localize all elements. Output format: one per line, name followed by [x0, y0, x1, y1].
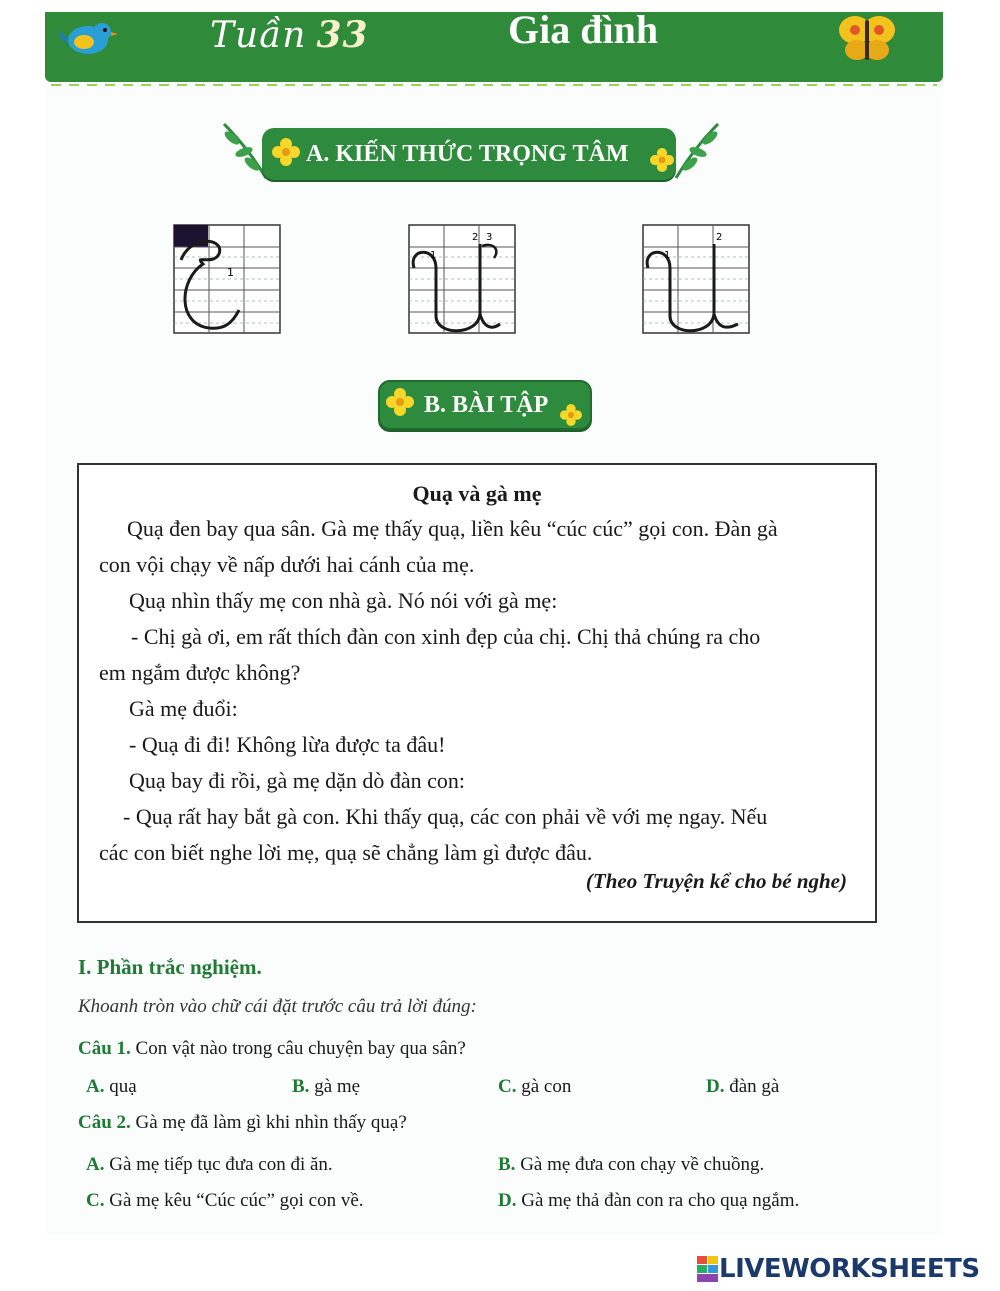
question-1	[78, 1038, 466, 1060]
reading-line: Quạ bay đi rồi, gà mẹ dặn dò đàn con:	[129, 768, 466, 793]
question-label: Câu 2.	[78, 1112, 131, 1133]
letter-grid-u	[642, 224, 750, 334]
option-text: Gà mẹ kêu “Cúc cúc” gọi con về.	[109, 1190, 364, 1211]
reading-title: Quạ và gà mẹ	[412, 481, 542, 506]
reading-line: - Quạ đi đi! Không lừa được ta đâu!	[129, 732, 446, 757]
stroke-number: 1	[430, 250, 437, 261]
answer-option[interactable]	[292, 1076, 360, 1098]
letter-grid-u-horn	[408, 224, 516, 334]
answer-option[interactable]	[86, 1154, 333, 1176]
option-text: gà mẹ	[314, 1076, 361, 1097]
answer-option[interactable]	[86, 1076, 137, 1098]
section-a-label: A. KIẾN THỨC TRỌNG TÂM	[306, 140, 629, 167]
bird-icon	[58, 14, 118, 60]
quiz-instruction: Khoanh tròn vào chữ cái đặt trước câu trả lời đúng:	[78, 996, 477, 1017]
option-letter[interactable]: C.	[86, 1190, 105, 1211]
stroke-number: 3	[486, 232, 493, 243]
reading-line: con vội chạy về nấp dưới hai cánh của mẹ.	[99, 552, 475, 577]
topic-title: Gia đình	[508, 7, 659, 52]
option-letter[interactable]: D.	[498, 1190, 517, 1211]
liveworksheets-logo[interactable]	[697, 1254, 980, 1284]
answer-option[interactable]	[706, 1076, 779, 1098]
option-letter[interactable]: A.	[86, 1154, 105, 1175]
quiz-section-title: I. Phần trắc nghiệm.	[78, 955, 262, 979]
option-letter[interactable]: D.	[706, 1076, 725, 1097]
question-text: Gà mẹ đã làm gì khi nhìn thấy quạ?	[135, 1112, 407, 1133]
reading-line: Quạ nhìn thấy mẹ con nhà gà. Nó nói với gà mẹ:	[129, 588, 558, 613]
reading-line: - Chị gà ơi, em rất thích đàn con xinh đẹp của chị. Chị thả chúng ra cho	[131, 624, 761, 649]
question-2	[78, 1112, 407, 1134]
question-label: Câu 1.	[78, 1038, 131, 1059]
flower-icon	[650, 148, 674, 172]
option-letter[interactable]: C.	[498, 1076, 517, 1097]
option-text: quạ	[109, 1076, 137, 1097]
reading-line: em ngắm được không?	[99, 660, 301, 685]
flower-icon	[386, 388, 414, 416]
stroke-number: 2	[716, 232, 723, 243]
reading-line: Gà mẹ đuổi:	[129, 696, 238, 721]
reading-line: các con biết nghe lời mẹ, quạ sẽ chẳng làm gì được đâu.	[99, 840, 593, 865]
logo-text: LIVEWORKSHEETS	[719, 1254, 980, 1284]
option-letter[interactable]: B.	[292, 1076, 310, 1097]
option-letter[interactable]: B.	[498, 1154, 516, 1175]
reading-passage-box	[77, 463, 877, 923]
section-b-label: B. BÀI TẬP	[424, 391, 549, 418]
option-text: Gà mẹ đưa con chạy về chuồng.	[520, 1154, 765, 1175]
stroke-number: 1	[227, 266, 234, 279]
answer-option[interactable]	[498, 1076, 571, 1098]
answer-option[interactable]	[498, 1154, 764, 1176]
option-letter[interactable]: A.	[86, 1076, 105, 1097]
option-text: Gà mẹ thả đàn con ra cho quạ ngắm.	[521, 1190, 800, 1211]
flower-icon	[560, 404, 582, 426]
week-number: 33	[316, 14, 369, 56]
option-text: đàn gà	[729, 1076, 780, 1097]
stroke-number: 2	[472, 232, 479, 243]
question-text: Con vật nào trong câu chuyện bay qua sân?	[135, 1038, 466, 1059]
right-leaf-icon	[672, 118, 724, 182]
option-text: Gà mẹ tiếp tục đưa con đi ăn.	[109, 1154, 333, 1175]
option-text: gà con	[521, 1076, 572, 1097]
reading-source: (Theo Truyện kể cho bé nghe)	[585, 869, 847, 893]
logo-blocks-icon	[697, 1256, 719, 1282]
butterfly-icon	[835, 12, 899, 64]
banner-scallop-edge	[45, 66, 943, 88]
flower-icon	[272, 138, 300, 166]
answer-option[interactable]	[86, 1190, 364, 1212]
reading-line: - Quạ rất hay bắt gà con. Khi thấy quạ, các con phải về với mẹ ngay. Nếu	[123, 804, 768, 829]
reading-line: Quạ đen bay qua sân. Gà mẹ thấy quạ, liền kêu “cúc cúc” gọi con. Đàn gà	[127, 516, 778, 541]
week-title	[210, 14, 369, 56]
letter-grid-c	[173, 224, 281, 334]
stroke-number: 1	[664, 250, 671, 261]
section-a-badge	[262, 128, 676, 180]
answer-option[interactable]	[498, 1190, 799, 1212]
week-label: Tuần	[210, 15, 307, 56]
